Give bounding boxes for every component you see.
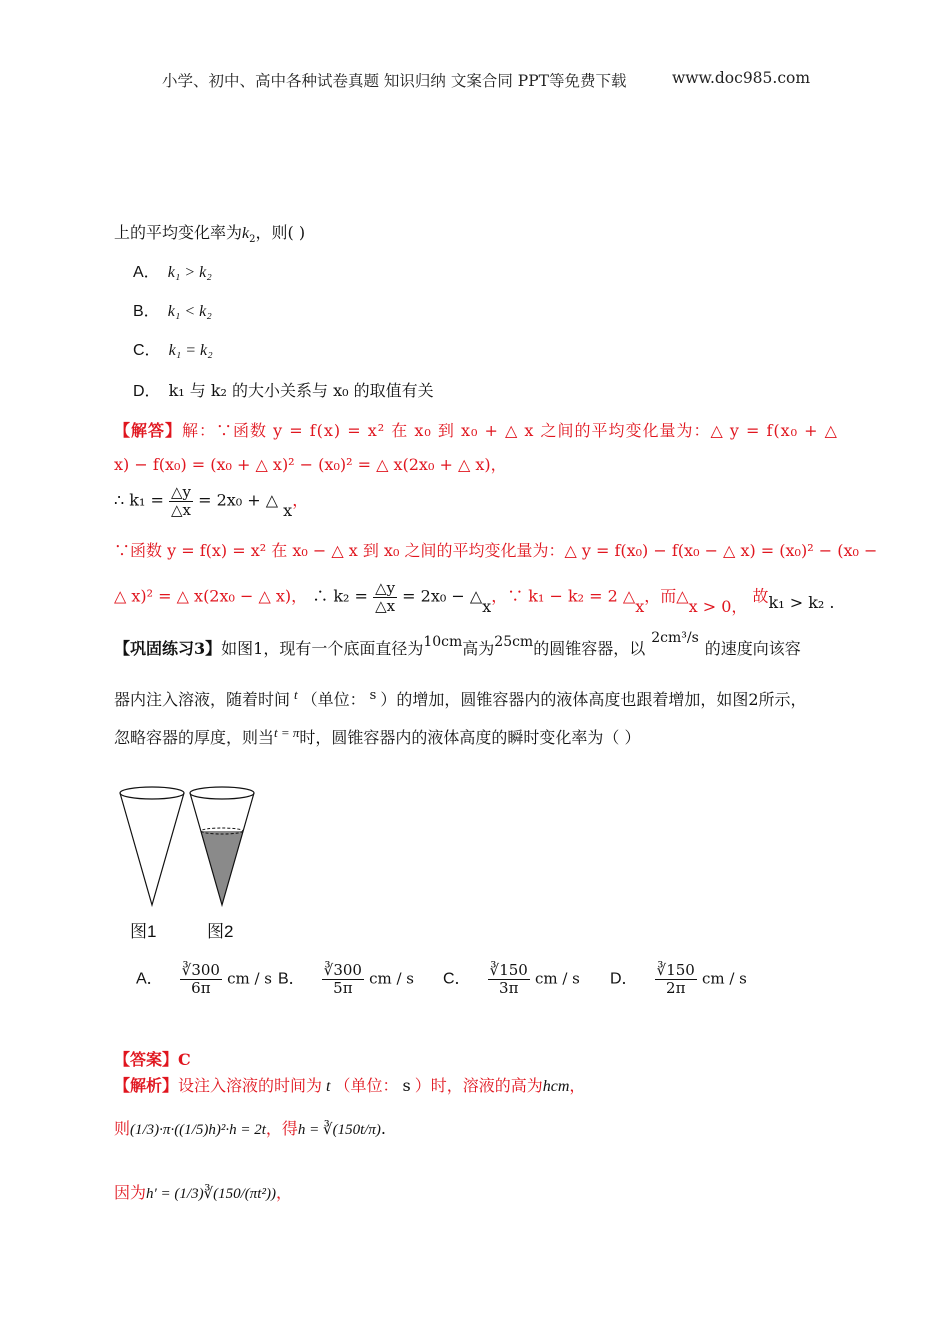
header-left: 小学、初中、高中各种试卷真题 知识归纳 文案合同 PPT等免费下载 [162,72,627,90]
practice-line-1: 【巩固练习3】如图1，现有一个底面直径为10cm高为25cm的圆锥容器，以2cm³/s的速度向该容 [114,630,801,658]
analysis-line-1: 【解析】设注入溶液的时间为 t （单位： s ）时，溶液的高为hcm， [114,1076,586,1095]
option2-b[interactable]: B． $\frac{∛300}{5\pi}$ cm / s [278,961,414,997]
solution-line-5: △ x)² = △ x(2x₀ − △ x)， ∴ k₂ = $\frac{\triangle y}{\triangle x}$ = 2x₀ − △x，∵ k₁ − k₂ = 2 △x，而△x > 0， 故k₁ > k₂ . [114,579,835,616]
option2-a[interactable]: A． $\frac{∛300}{6\pi}$ cm / s [136,961,272,997]
figure-2-label: 图2 [207,922,234,941]
option-a[interactable]: A． k₁ > k₂ [133,264,212,281]
cone-figure-1 [120,787,184,905]
cone-figure-2 [190,787,254,905]
option2-d[interactable]: D． $\frac{∛150}{2\pi}$ cm / s [610,961,747,997]
cone-figures [110,785,290,915]
answer-line: 【答案】C [114,1050,191,1069]
practice-line-2: 器内注入溶液，随着时间 $^t$ （单位： $^s$ ）的增加，圆锥容器内的液体高度也跟着增加，如图2所示， [114,687,807,709]
solution-line-3: ∴ k₁ = $\frac{\triangle y}{\triangle x}$ = 2x₀ + △ x， [114,483,309,520]
analysis-line-2: 则(1/3)·π·((1/5)h)²·h = 2t，得h = ∛(150t/π). [114,1119,387,1138]
solution-line-2: x) − f(x₀) = (x₀ + △ x)² − (x₀)² = △ x(2x₀ + △ x)， [114,455,507,474]
header-url[interactable]: www.doc985.com [672,69,811,87]
practice-line-3: 忽略容器的厚度，则当$^{t = \pi}$时，圆锥容器内的液体高度的瞬时变化率为（ ） [114,725,641,747]
option-d[interactable]: D． k₁ 与 k₂ 的大小关系与 x₀ 的取值有关 [133,381,434,400]
analysis-line-3: 因为h′ = (1/3)∛(150/(πt²))， [114,1183,292,1202]
figure-1-label: 图1 [130,922,157,941]
option2-c[interactable]: C． $\frac{∛150}{3\pi}$ cm / s [443,961,580,997]
solution-line-1: 【解答】解：∵函数 y = f(x) = x² 在 x₀ 到 x₀ + △ x 之间的平均变化量为：△ y = f(x₀ + △ [114,421,838,440]
question-tail: 上的平均变化率为$k_2$，则( ) [114,223,306,246]
option-b[interactable]: B． k₁ < k₂ [133,303,212,320]
solution-line-4: ∵函数 y = f(x) = x² 在 x₀ − △ x 到 x₀ 之间的平均变化量为：△ y = f(x₀) − f(x₀ − △ x) = (x₀)² − (x₀ − [114,541,878,560]
option-c[interactable]: C． k₁ = k₂ [133,342,213,359]
